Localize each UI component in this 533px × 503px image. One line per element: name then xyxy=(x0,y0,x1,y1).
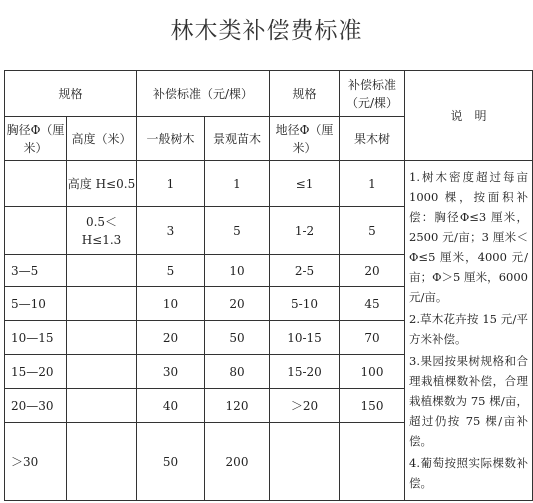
header-scenic-seedling: 景观苗木 xyxy=(205,117,270,161)
cell-scenic: 20 xyxy=(205,287,270,321)
cell-scenic: 1 xyxy=(205,161,270,207)
header-spec2: 规格 xyxy=(270,71,340,117)
cell-height: 高度 H≤0.5 xyxy=(67,161,137,207)
cell-ground: 5-10 xyxy=(270,287,340,321)
cell-scenic: 80 xyxy=(205,355,270,389)
cell-height: 0.5＜H≤1.3 xyxy=(67,207,137,255)
cell-fruit: 1 xyxy=(340,161,405,207)
cell-height xyxy=(67,321,137,355)
cell-scenic: 50 xyxy=(205,321,270,355)
header-spec: 规格 xyxy=(5,71,137,117)
cell-fruit: 100 xyxy=(340,355,405,389)
table-row xyxy=(5,161,533,207)
header-comp-std2: 补偿标准（元/棵） xyxy=(340,71,405,117)
note-item: 3.果园按果树规格和合理栽植棵数补偿，合理栽植棵数为 75 棵/亩，超过仍按 75 棵/亩补偿。 xyxy=(409,354,528,448)
cell-height xyxy=(67,423,137,501)
cell-height xyxy=(67,355,137,389)
cell-ground: 1-2 xyxy=(270,207,340,255)
cell-scenic: 5 xyxy=(205,207,270,255)
cell-general: 10 xyxy=(137,287,205,321)
cell-fruit: 20 xyxy=(340,255,405,287)
header-note: 说 明 xyxy=(405,71,533,161)
cell-ground: 2-5 xyxy=(270,255,340,287)
cell-fruit: 5 xyxy=(340,207,405,255)
cell-ground: 15-20 xyxy=(270,355,340,389)
cell-diameter: 10—15 xyxy=(5,321,67,355)
cell-height xyxy=(67,389,137,423)
header-diameter: 胸径Φ（厘米） xyxy=(5,117,67,161)
note-item: 4.葡萄按照实际棵数补偿。 xyxy=(409,456,528,490)
cell-general: 20 xyxy=(137,321,205,355)
header-comp-std: 补偿标准（元/棵） xyxy=(137,71,270,117)
cell-general: 5 xyxy=(137,255,205,287)
cell-scenic: 120 xyxy=(205,389,270,423)
cell-scenic: 200 xyxy=(205,423,270,501)
header-fruit-tree: 果木树 xyxy=(340,117,405,161)
cell-fruit xyxy=(340,423,405,501)
cell-diameter: 20—30 xyxy=(5,389,67,423)
cell-diameter: 15—20 xyxy=(5,355,67,389)
header-general-tree: 一般树木 xyxy=(137,117,205,161)
header-ground-diameter: 地径Φ（厘米） xyxy=(270,117,340,161)
cell-height xyxy=(67,255,137,287)
cell-general: 30 xyxy=(137,355,205,389)
cell-ground: ≤1 xyxy=(270,161,340,207)
cell-general: 50 xyxy=(137,423,205,501)
cell-ground: ＞20 xyxy=(270,389,340,423)
note-item: 2.草木花卉按 15 元/平方米补偿。 xyxy=(409,312,528,346)
cell-general: 40 xyxy=(137,389,205,423)
cell-fruit: 70 xyxy=(340,321,405,355)
cell-diameter xyxy=(5,207,67,255)
notes-cell xyxy=(405,161,533,501)
cell-general: 3 xyxy=(137,207,205,255)
cell-diameter: ＞30 xyxy=(5,423,67,501)
compensation-table xyxy=(4,70,533,501)
cell-fruit: 45 xyxy=(340,287,405,321)
cell-ground xyxy=(270,423,340,501)
cell-diameter: 3—5 xyxy=(5,255,67,287)
cell-diameter xyxy=(5,161,67,207)
cell-height xyxy=(67,287,137,321)
note-item: 1.树木密度超过每亩 1000 棵，按面积补偿：胸径Φ≤3 厘米，2500 元/亩；3 厘米＜Φ≤5 厘米，4000 元/亩；Φ＞5 厘米，6000 元/亩。 xyxy=(409,170,528,304)
cell-general: 1 xyxy=(137,161,205,207)
cell-fruit: 150 xyxy=(340,389,405,423)
page-title: 林木类补偿费标准 xyxy=(170,18,363,44)
cell-scenic: 10 xyxy=(205,255,270,287)
cell-ground: 10-15 xyxy=(270,321,340,355)
cell-diameter: 5—10 xyxy=(5,287,67,321)
header-height: 高度（米） xyxy=(67,117,137,161)
